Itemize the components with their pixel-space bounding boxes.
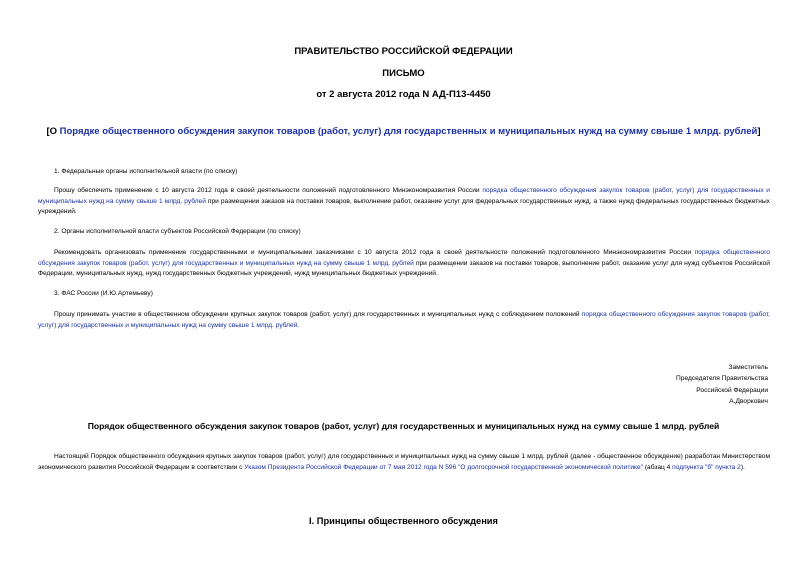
paragraph-2-text-b: при размещении заказов на поставки товаров, выполнение работ, оказание услуг для нужд субъектов Российской Федерации, муниципальных нужд, нужд государственных бюджетных учреждений, нужд муниципальных бюджетных учреждений. xyxy=(38,259,770,278)
subclause-link[interactable]: подпункта "б" пункта 2 xyxy=(672,463,741,471)
subject-link[interactable]: Порядке общественного обсуждения закупок товаров (работ, услуг) для государственных и муниципальных нужд на сумму свыше 1 млрд. рублей xyxy=(59,126,758,137)
paragraph-2 xyxy=(38,248,770,280)
paragraph-3-text-a: Прошу принимать участие в общественном обсуждении крупных закупок товаров (работ, услуг) для государственных и муниципальных нужд с соблюдением положений xyxy=(54,311,582,318)
signature-block xyxy=(676,362,768,407)
doc-type-heading: ПИСЬМО xyxy=(382,68,425,79)
paragraph-1-text-b: при размещении заказов на поставки товаров, выполнение работ, оказание услуг для федеральных государственных нужд, а также нужд федеральных государственных бюджетных учреждений. xyxy=(38,197,770,216)
addressee-2: 2. Органы исполнительной власти субъектов Российской Федерации (по списку) xyxy=(54,228,301,235)
paragraph-2-link[interactable]: порядка общественного обсуждения закупок товаров (работ, услуг) для государственных и муниципальных нужд на сумму свыше 1 млрд. рублей xyxy=(38,249,771,267)
annex-paragraph xyxy=(38,452,770,473)
date-number-heading: от 2 августа 2012 года N АД-П13-4450 xyxy=(316,89,491,100)
section-1-heading: I. Принципы общественного обсуждения xyxy=(309,516,498,526)
authority-heading: ПРАВИТЕЛЬСТВО РОССИЙСКОЙ ФЕДЕРАЦИИ xyxy=(294,46,513,57)
paragraph-3-link[interactable]: порядка общественного обсуждения закупок товаров (работ, услуг) для государственных и муниципальных нужд на сумму свыше 1 млрд. рублей xyxy=(38,311,770,329)
annex-text-b: (абзац 4 xyxy=(643,463,673,471)
paragraph-1-link[interactable]: порядка общественного обсуждения закупок товаров (работ, услуг) для государственных и муниципальных нужд на сумму свыше 1 млрд. рублей xyxy=(38,187,770,205)
decree-link[interactable]: Указом Президента Российской Федерации от 7 мая 2012 года N 596 "О долгосрочной государственной экономической политике" xyxy=(244,463,643,471)
signature-position: Заместитель xyxy=(728,364,768,371)
annex-text-a: Настоящий Порядок общественного обсуждения крупных закупок товаров (работ, услуг) для государственных и муниципальных нужд на сумму свыше 1 млрд. рублей (далее - общественное обсуждение) разработан Министерством экономического развития Российской Федерации в соответствии с xyxy=(38,453,770,471)
paragraph-3 xyxy=(38,310,770,331)
subject-close: ] xyxy=(757,126,761,137)
addressee-1: 1. Федеральные органы исполнительной власти (по списку) xyxy=(54,168,238,175)
paragraph-3-text-b: . xyxy=(297,321,300,329)
signature-position-3: Российской Федерации xyxy=(696,386,768,394)
signature-name: А.Дворкович xyxy=(729,397,768,405)
paragraph-2-text-a: Рекомендовать организовать применение государственными и муниципальными заказчиками с 10 августа 2012 года в своей деятельности положений подготовленного Минэкономразвития России xyxy=(54,249,695,256)
paragraph-1-text-a: Прошу обеспечить применение с 10 августа 2012 года в своей деятельности положений подготовленного Минэкономразвития России xyxy=(54,187,483,194)
subject-open: [О xyxy=(46,126,60,137)
annex-title: Порядок общественного обсуждения закупок товаров (работ, услуг) для государственных и муниципальных нужд на сумму свыше 1 млрд. рублей xyxy=(87,421,720,431)
signature-position-2: Председателя Правительства xyxy=(676,375,768,383)
paragraph-1 xyxy=(38,186,770,218)
subject-line xyxy=(0,126,807,137)
annex-text-c: ). xyxy=(740,463,745,471)
addressee-3: 3. ФАС России (И.Ю.Артемьеву) xyxy=(54,290,153,297)
